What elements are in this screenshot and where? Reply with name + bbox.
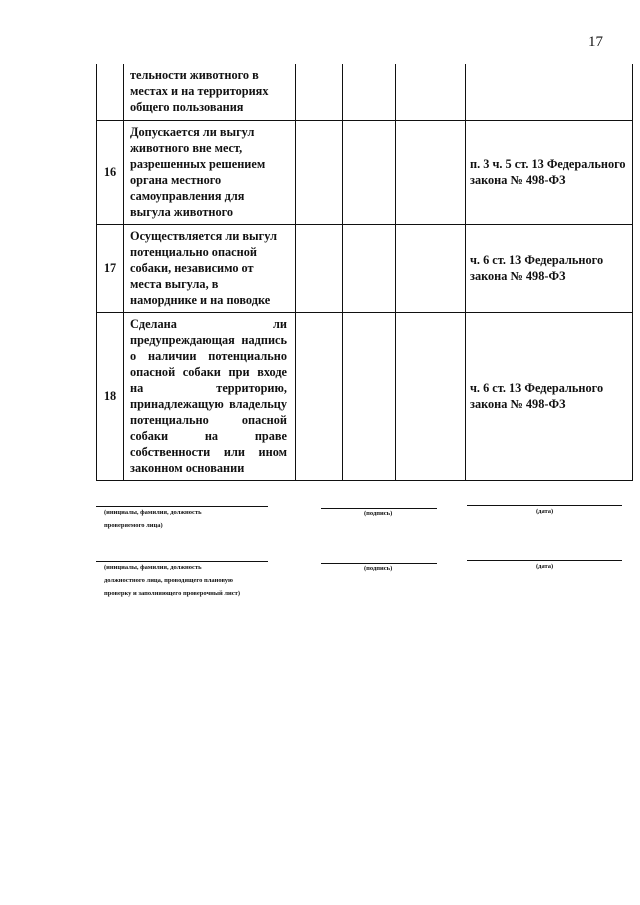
name-caption: (инициалы, фамилия, должность — [104, 564, 202, 571]
name-caption: проверяемого лица) — [104, 522, 163, 529]
table-row — [97, 120, 633, 224]
date-caption: (дата) — [536, 563, 554, 570]
row-number: 18 — [97, 312, 124, 480]
name-caption: (инициалы, фамилия, должность — [104, 509, 202, 516]
question-cell: Допускается ли выгул животного вне мест, разрешенных решением органа местного самоуправления для выгула животного — [124, 120, 296, 224]
row-number: 16 — [97, 120, 124, 224]
signature-caption: (подпись) — [364, 510, 393, 517]
answer-yes-cell — [296, 312, 343, 480]
answer-yes-cell — [296, 120, 343, 224]
answer-na-cell — [396, 120, 466, 224]
date-caption: (дата) — [536, 508, 554, 515]
table-row — [97, 64, 633, 120]
legal-basis-cell: ч. 6 ст. 13 Федерального закона № 498-ФЗ — [466, 224, 633, 312]
table-row — [97, 224, 633, 312]
name-caption: проверку и заполняющего проверочный лист) — [104, 590, 240, 597]
question-cell: тельности животного в местах и на территориях общего пользования — [124, 64, 296, 120]
row-number — [97, 64, 124, 120]
legal-basis-cell — [466, 64, 633, 120]
answer-na-cell — [396, 224, 466, 312]
row-number: 17 — [97, 224, 124, 312]
question-cell: Осуществляется ли выгул потенциально опасной собаки, независимо от места выгула, в наморднике и на поводке — [124, 224, 296, 312]
answer-yes-cell — [296, 224, 343, 312]
table-row — [97, 312, 633, 480]
legal-basis-cell: ч. 6 ст. 13 Федерального закона № 498-ФЗ — [466, 312, 633, 480]
legal-basis-cell: п. 3 ч. 5 ст. 13 Федерального закона № 498-ФЗ — [466, 120, 633, 224]
checklist-table — [96, 64, 633, 481]
answer-yes-cell — [296, 64, 343, 120]
answer-no-cell — [343, 224, 396, 312]
answer-na-cell — [396, 312, 466, 480]
signature-caption: (подпись) — [364, 565, 393, 572]
answer-na-cell — [396, 64, 466, 120]
name-caption: должностного лица, проводящего плановую — [104, 577, 233, 584]
answer-no-cell — [343, 64, 396, 120]
answer-no-cell — [343, 312, 396, 480]
question-cell: Сделана ли предупреждающая надпись о наличии потенциально опасной собаки при входе на территорию, принадлежащую владельцу потенциально опасной собаки на праве собственности или ином законном основании — [124, 312, 296, 480]
answer-no-cell — [343, 120, 396, 224]
page-number: 17 — [588, 34, 603, 50]
